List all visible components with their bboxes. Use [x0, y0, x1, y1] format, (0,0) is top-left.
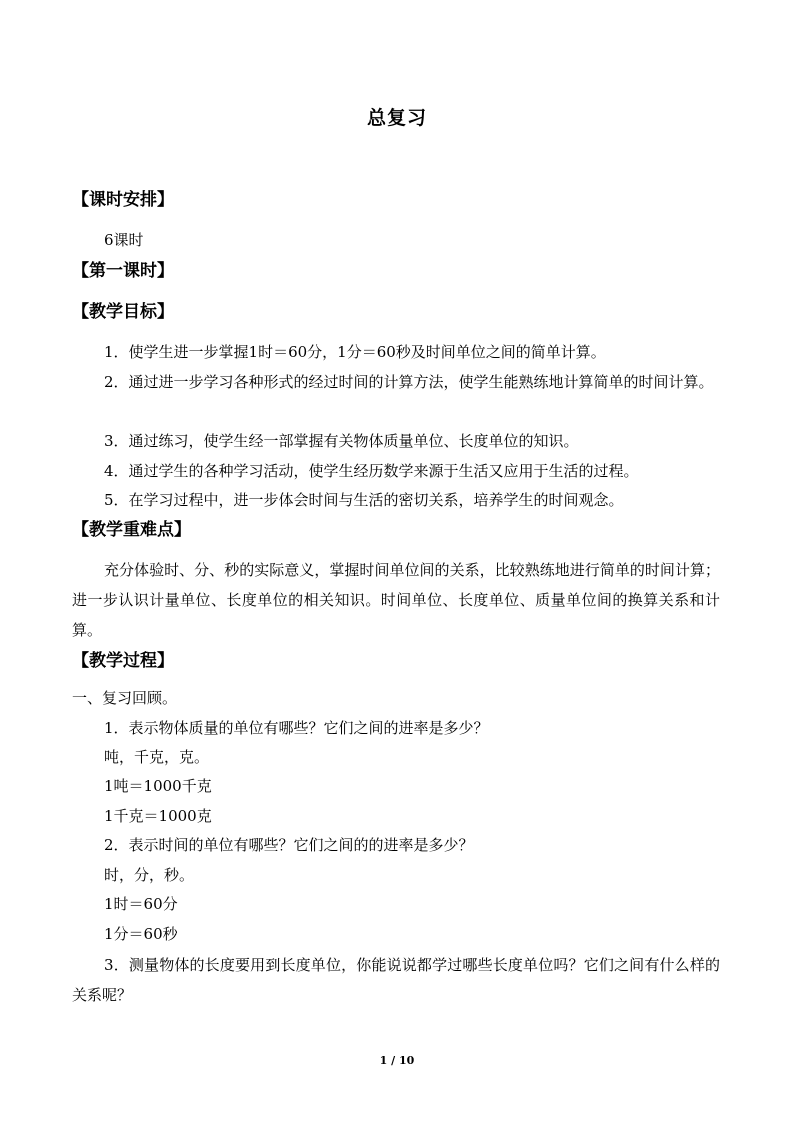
answer-line: 时，分，秒。	[104, 866, 195, 884]
answer-line: 1吨＝1000千克	[104, 777, 212, 795]
answer-line: 1分＝60秒	[104, 925, 178, 943]
answer-line: 1时＝60分	[104, 895, 178, 913]
page-title: 总复习	[366, 107, 427, 129]
schedule-heading: 【课时安排】	[72, 190, 174, 210]
goal-item: 3．通过练习，使学生经一部掌握有关物体质量单位、长度单位的知识。	[104, 432, 579, 450]
process-part-heading: 一、复习回顾。	[72, 689, 178, 707]
goal-item: 4．通过学生的各种学习活动，使学生经历数学来源于生活又应用于生活的过程。	[104, 462, 639, 480]
answer-line: 吨，千克，克。	[104, 748, 210, 766]
goal-item: 2．通过进一步学习各种形式的经过时间的计算方法，使学生能熟练地计算简单的时间计算。	[104, 373, 714, 391]
schedule-text: 6课时	[104, 231, 144, 249]
page-indicator: 1 / 10	[379, 1054, 415, 1067]
goal-item: 1．使学生进一步掌握1时＝60分，1分＝60秒及时间单位之间的简单计算。	[104, 343, 606, 361]
key-points-text: 充分体验时、分、秒的实际意义，掌握时间单位间的关系，比较熟练地进行简单的时间计算；进一步认识计量单位、长度单位的相关知识。时间单位、长度单位、质量单位间的换算关系和计算。	[72, 561, 720, 639]
process-heading: 【教学过程】	[72, 651, 174, 671]
goals-heading: 【教学目标】	[72, 302, 174, 322]
question: 1．表示物体质量的单位有哪些？它们之间的进率是多少？	[104, 719, 489, 737]
first-lesson-heading: 【第一课时】	[72, 261, 174, 281]
goal-item: 5．在学习过程中，进一步体会时间与生活的密切关系，培养学生的时间观念。	[104, 491, 624, 509]
question: 2．表示时间的单位有哪些？它们之间的的进率是多少？	[104, 836, 474, 854]
question: 3．测量物体的长度要用到长度单位，你能说说都学过哪些长度单位吗？它们之间有什么样的关系呢？	[72, 956, 720, 1004]
answer-line: 1千克＝1000克	[104, 807, 212, 825]
key-points-heading: 【教学重难点】	[72, 520, 191, 540]
